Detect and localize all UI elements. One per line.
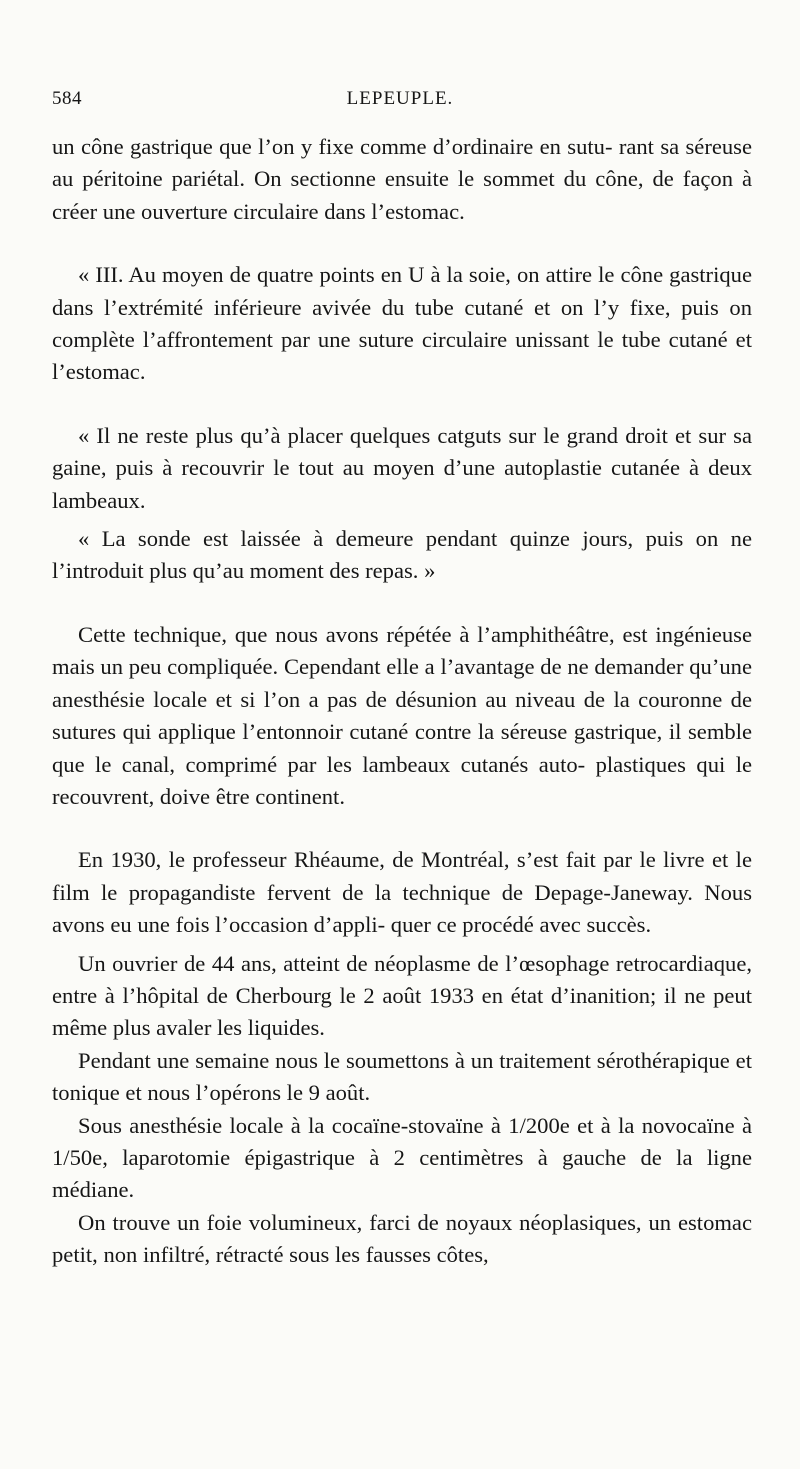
body-text — [52, 131, 752, 1272]
paragraph-closure: « Il ne reste plus qu’à placer quelques catguts sur le grand droit et sur sa gaine, puis à recouvrir le tout au moyen d’une autoplastie cutanée à deux lambeaux. — [52, 422, 752, 513]
paragraph-commentary: Cette technique, que nous avons répétée à l’amphithéâtre, est ingénieuse mais un peu compliquée. Cependant elle a l’avantage de ne demander qu’une anesthésie locale et si l’on a pas de désunion au niveau de la couronne de sutures qui applique l’entonnoir cutané contre la séreuse gastrique, il semble que le canal, comprimé par les lambeaux cutanés auto- plastiques qui le recouvrent, doive être continent. — [52, 621, 752, 809]
paragraph-case-treatment: Pendant une semaine nous le soumettons à un traitement sérothérapique et tonique et nous l’opérons le 9 août. — [52, 1047, 752, 1106]
page-number: 584 — [52, 88, 82, 109]
paragraph-case-anesthesia: Sous anesthésie locale à la cocaïne-stovaïne à 1/200e et à la novocaïne à 1/50e, laparotomie épigastrique à 2 centimètres à gauche de la ligne médiane. — [52, 1112, 752, 1203]
paragraph-case-patient: Un ouvrier de 44 ans, atteint de néoplasme de l’œsophage retrocardiaque, entre à l’hôpital de Cherbourg le 2 août 1933 en état d’inanition; il ne peut même plus avaler les liquides. — [52, 950, 752, 1041]
paragraph-continuation: un cône gastrique que l’on y fixe comme d’ordinaire en sutu- rant sa séreuse au péritoine pariétal. On sectionne ensuite le sommet du cône, de façon à créer une ouverture circulaire dans l’estomac. — [52, 134, 752, 224]
paragraph-case-findings: On trouve un foie volumineux, farci de noyaux néoplasiques, un estomac petit, non infiltré, rétracté sous les fausses côtes, — [52, 1209, 752, 1268]
page-header — [52, 88, 748, 118]
paragraph-step-three: « III. Au moyen de quatre points en U à la soie, on attire le cône gastrique dans l’extrémité inférieure avivée du tube cutané et on l’y fixe, puis on complète l’affrontement par une suture circulaire unissant le tube cutané et l’estomac. — [52, 262, 752, 385]
paragraph-rheaume: En 1930, le professeur Rhéaume, de Montréal, s’est fait par le livre et le film le propagandiste fervent de la technique de Depage-Janeway. Nous avons eu une fois l’occasion d’appli- quer ce procédé avec succès. — [52, 847, 752, 938]
paragraph-probe: « La sonde est laissée à demeure pendant quinze jours, puis on ne l’introduit plus qu’au moment des repas. » — [52, 526, 752, 584]
running-head: LEPEUPLE. — [346, 88, 454, 109]
